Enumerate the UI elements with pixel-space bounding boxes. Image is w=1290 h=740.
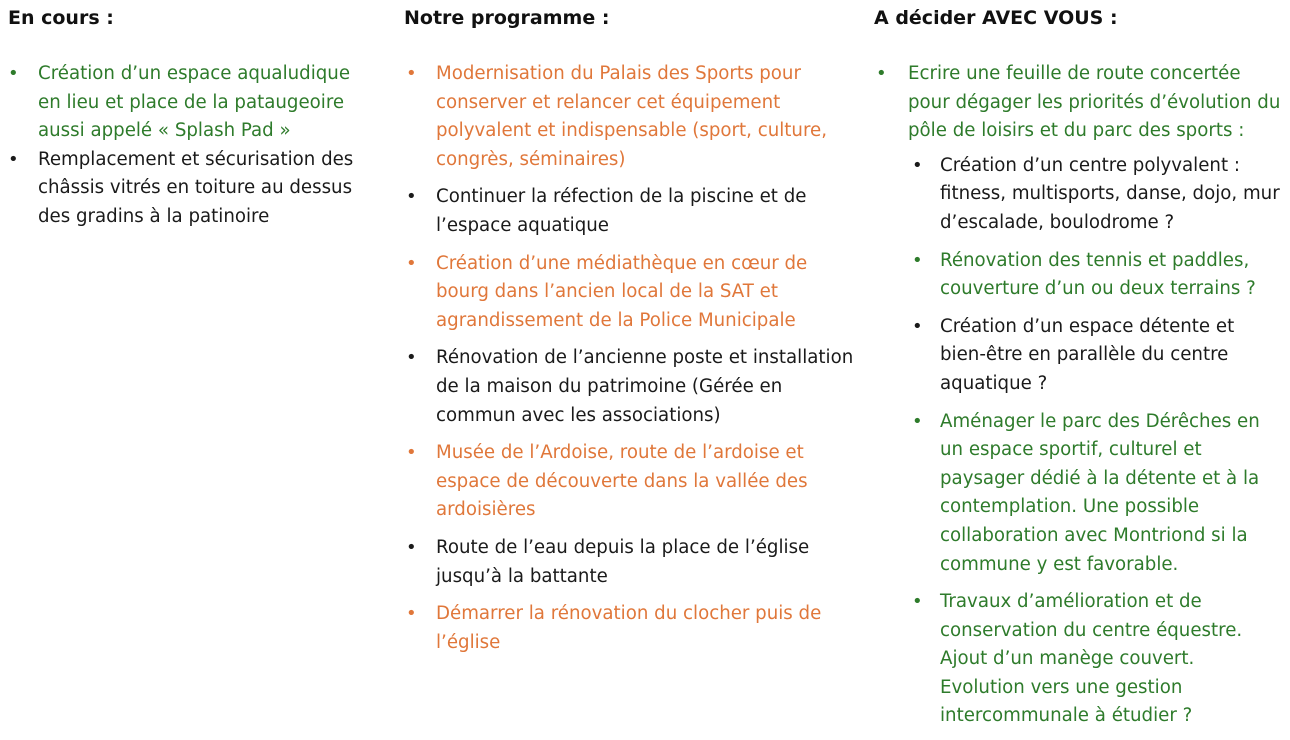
list-item	[404, 183, 854, 240]
list-item-text: Rénovation de l’ancienne poste et installation de la maison du patrimoine (Gérée en commun avec les associations)	[436, 347, 854, 426]
bullet-icon: •	[8, 63, 19, 84]
bullet-icon: •	[912, 315, 923, 337]
bullet-icon: •	[912, 410, 923, 432]
sublist-item	[908, 152, 1284, 238]
en-cours-list	[8, 60, 378, 232]
column-en-cours	[8, 0, 378, 232]
list-item-text: Démarrer la rénovation du clocher puis de l’église	[436, 603, 822, 653]
sublist-item	[908, 588, 1284, 731]
column-a-decider	[874, 0, 1284, 740]
a-decider-sublist	[908, 152, 1284, 731]
programme-list	[404, 60, 854, 657]
list-item	[404, 439, 854, 525]
list-item-text: Création d’une médiathèque en cœur de bourg dans l’ancien local de la SAT et agrandissement de la Police Municipale	[436, 252, 808, 331]
list-item-text: Création d’un espace aqualudique en lieu et place de la pataugeoire aussi appelé « Splash Pad »	[38, 63, 351, 142]
list-item-text: Ecrire une feuille de route concertée pour dégager les priorités d’évolution du pôle de loisirs et du parc des sports :	[908, 63, 1281, 142]
sublist-item-text: Création d’un centre polyvalent : fitness, multisports, danse, dojo, mur d’escalade, boulodrome ?	[940, 154, 1280, 233]
list-item-text: Modernisation du Palais des Sports pour conserver et relancer cet équipement polyvalent et indispensable (sport, culture, congrès, séminaires)	[436, 63, 827, 170]
sublist-item-text: Travaux d’amélioration et de conservation du centre équestre. Ajout d’un manège couvert. Evolution vers une gestion intercommunale à étudier ?	[940, 591, 1243, 727]
list-item	[404, 60, 854, 174]
sublist-item-text: Aménager le parc des Dérêches en un espace sportif, culturel et paysager dédié à la détente et à la contemplation. Une possible collaboration avec Montriond si la commune y est favorable.	[940, 410, 1260, 575]
bullet-icon: •	[406, 63, 417, 84]
bullet-icon: •	[406, 347, 417, 369]
list-item	[404, 250, 854, 336]
a-decider-list	[874, 60, 1284, 731]
list-item-text: Route de l’eau depuis la place de l’église jusqu’à la battante	[436, 536, 810, 587]
list-item-text: Musée de l’Ardoise, route de l’ardoise et espace de découverte dans la vallée des ardoisières	[436, 442, 808, 521]
bullet-icon: •	[406, 186, 417, 208]
bullet-icon: •	[406, 252, 417, 274]
sublist-item-text: Création d’un espace détente et bien-être en parallèle du centre aquatique ?	[940, 315, 1235, 394]
sublist-item	[908, 408, 1284, 580]
list-item-text: Continuer la réfection de la piscine et de l’espace aquatique	[436, 186, 807, 236]
list-item	[404, 344, 854, 430]
bullet-icon: •	[912, 591, 923, 613]
list-item	[8, 146, 378, 232]
column-title-en-cours: En cours :	[8, 7, 114, 29]
bullet-icon: •	[406, 536, 417, 558]
bullet-icon: •	[876, 63, 887, 84]
list-item	[404, 600, 854, 657]
bullet-icon: •	[8, 148, 19, 170]
bullet-icon: •	[406, 442, 417, 464]
sublist-item	[908, 247, 1284, 304]
list-item	[8, 60, 378, 146]
column-title-a-decider: A décider AVEC VOUS :	[874, 7, 1118, 29]
list-item-text: Remplacement et sécurisation des châssis vitrés en toiture au dessus des gradins à la patinoire	[38, 148, 354, 227]
list-item	[404, 534, 854, 591]
list-item-intro	[874, 60, 1284, 731]
column-notre-programme	[404, 0, 854, 666]
column-title-notre-programme: Notre programme :	[404, 7, 610, 29]
bullet-icon: •	[912, 249, 923, 271]
sublist-item	[908, 313, 1284, 399]
bullet-icon: •	[406, 603, 417, 625]
sublist-item-text: Rénovation des tennis et paddles, couverture d’un ou deux terrains ?	[940, 249, 1256, 300]
bullet-icon: •	[912, 154, 923, 176]
